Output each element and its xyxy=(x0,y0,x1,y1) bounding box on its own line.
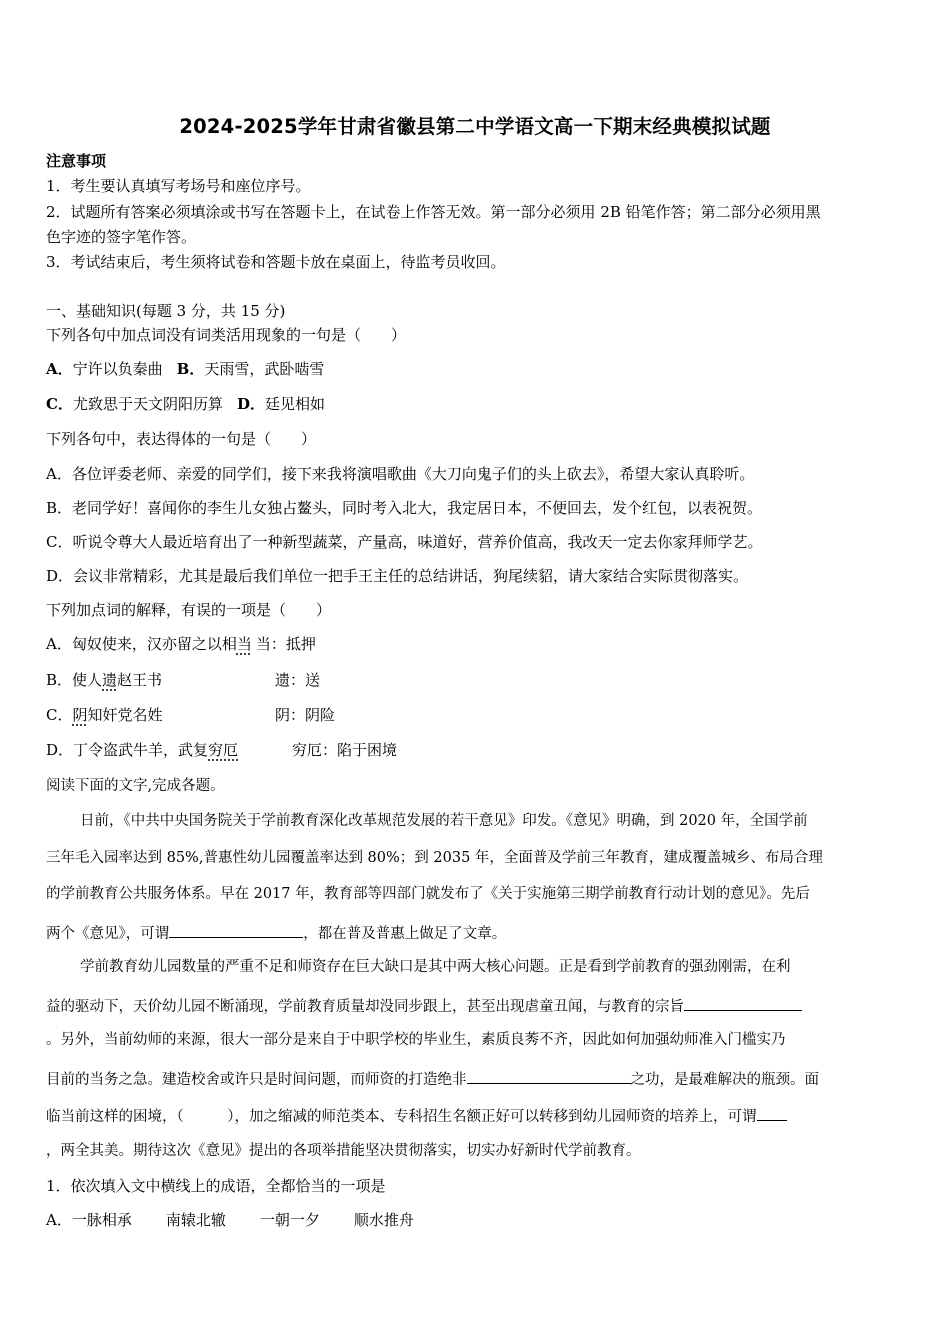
option-line xyxy=(46,1210,414,1230)
option-text: 宁许以负秦曲 xyxy=(72,360,163,378)
question-stem: 下列各句中，表达得体的一句是（ ） xyxy=(46,430,317,448)
notice-item: 2．试题所有答案必须填涂或书写在答题卡上，在试卷上作答无效。第一部分必须用 2B 铅笔作答；第二部分必须用黑 xyxy=(46,203,821,221)
option-line xyxy=(46,634,316,654)
option-choice: 南辕北辙 xyxy=(165,1211,226,1229)
option-text: 尤致思于天文阴阳历算 xyxy=(72,395,223,413)
question-stem: 1．依次填入文中横线上的成语，全都恰当的一项是 xyxy=(46,1177,386,1195)
question-stem: 下列各句中加点词没有词类活用现象的一句是（ ） xyxy=(46,326,407,344)
dotted-word: 遗 xyxy=(102,671,118,689)
option-text: 知奸党名姓 xyxy=(87,706,163,724)
option-line xyxy=(46,740,238,760)
option-label: D． xyxy=(236,395,265,413)
option-text: A．匈奴使来，汉亦留之以相 xyxy=(46,635,237,653)
option-choice: 一朝一夕 xyxy=(259,1211,320,1229)
passage-line: 。另外，当前幼师的来源，很大一部分是来自于中职学校的毕业生，素质良莠不齐，因此如何加强幼师准入门槛实乃 xyxy=(46,1032,786,1048)
dotted-word: 穷厄 xyxy=(208,741,239,759)
option-text: B．使人 xyxy=(46,671,103,689)
dotted-word: 当 xyxy=(236,635,252,653)
question-options-row xyxy=(46,359,324,379)
passage-text: 两个《意见》，可谓 xyxy=(46,926,170,942)
option-text: D．丁令盗武牛羊，武复 xyxy=(46,741,209,759)
passage-text: 目前的当务之急。建造校舍或许只是时间问题，而师资的打造绝非 xyxy=(46,1072,467,1088)
page-title: 2024-2025学年甘肃省徽县第二中学语文高一下期末经典模拟试题 xyxy=(179,115,771,138)
passage-line: ，两全其美。期待这次《意见》提出的各项举措能坚决贯彻落实，切实办好新时代学前教育。 xyxy=(46,1143,641,1159)
option-line: C．听说令尊大人最近培育出了一种新型蔬菜，产量高，味道好，营养价值高，我改天一定去你家拜师学艺。 xyxy=(46,533,763,551)
passage-line xyxy=(46,921,506,944)
option-gloss: 当：抵押 xyxy=(255,635,316,653)
passage-line xyxy=(46,1104,787,1127)
passage-line xyxy=(46,994,802,1017)
option-label: A． xyxy=(46,1211,72,1229)
answer-blank xyxy=(467,1067,631,1084)
option-label: A． xyxy=(46,360,73,378)
option-line: D．会议非常精彩，尤其是最后我们单位一把手王主任的总结讲话，狗尾续貂，请大家结合实际贯彻落实。 xyxy=(46,567,749,585)
answer-blank xyxy=(757,1104,787,1121)
reading-intro: 阅读下面的文字,完成各题。 xyxy=(46,778,225,794)
option-text: 天雨雪，武卧啮雪 xyxy=(204,360,325,378)
option-line xyxy=(46,705,163,725)
passage-text: ，都在普及普惠上做足了文章。 xyxy=(303,926,507,942)
section-heading: 一、基础知识(每题 3 分，共 15 分) xyxy=(46,302,286,320)
question-stem: 下列加点词的解释，有误的一项是（ ） xyxy=(46,601,332,619)
notice-heading: 注意事项 xyxy=(46,152,107,170)
notice-item: 3．考试结束后，考生须将试卷和答题卡放在桌面上，待监考员收回。 xyxy=(46,253,506,271)
option-choice: 顺水推舟 xyxy=(353,1211,414,1229)
passage-text: 之功，是最难解决的瓶颈。面 xyxy=(630,1072,819,1088)
passage-text: 益的驱动下，天价幼儿园不断涌现，学前教育质量却没同步跟上，甚至出现虐童丑闻，与教育的宗旨 xyxy=(46,999,684,1015)
option-gloss: 遗：送 xyxy=(275,671,321,689)
passage-line xyxy=(46,1067,819,1090)
notice-item: 色字迹的签字笔作答。 xyxy=(46,228,197,246)
passage-line: 三年毛入园率达到 85%,普惠性幼儿园覆盖率达到 80%；到 2035 年，全面普及学前三年教育，建成覆盖城乡、布局合理 xyxy=(46,850,823,866)
passage-line: 日前，《中共中央国务院关于学前教育深化改革规范发展的若干意见》印发。《意见》明确，到 2020 年，全国学前 xyxy=(80,813,808,829)
option-gloss: 阴：阴险 xyxy=(275,706,336,724)
option-line xyxy=(46,670,162,690)
dotted-word: 阴 xyxy=(72,706,88,724)
option-label: B． xyxy=(176,360,205,378)
option-choice: 一脉相承 xyxy=(71,1211,132,1229)
notice-item: 1．考生要认真填写考场号和座位序号。 xyxy=(46,177,311,195)
option-label: C． xyxy=(46,395,73,413)
option-gloss: 穷厄：陷于困境 xyxy=(292,741,398,759)
option-text: 赵王书 xyxy=(117,671,163,689)
option-line: A．各位评委老师、亲爱的同学们，接下来我将演唱歌曲《大刀向鬼子们的头上砍去》，希望大家认真聆听。 xyxy=(46,465,755,483)
option-text: C． xyxy=(46,706,73,724)
answer-blank xyxy=(684,994,802,1011)
passage-line: 学前教育幼儿园数量的严重不足和师资存在巨大缺口是其中两大核心问题。正是看到学前教育的强劲刚需，在利 xyxy=(80,959,791,975)
option-line: B．老同学好！喜闻你的李生儿女独占鳌头，同时考入北大，我定居日本，不便回去，发个红包，以表祝贺。 xyxy=(46,499,763,517)
question-options-row xyxy=(46,394,325,414)
answer-blank xyxy=(169,921,303,938)
passage-text: 临当前这样的困境，（ ），加之缩减的师范类本、专科招生名额正好可以转移到幼儿园师资的培养上，可谓 xyxy=(46,1109,757,1125)
passage-line: 的学前教育公共服务体系。早在 2017 年，教育部等四部门就发布了《关于实施第三期学前教育行动计划的意见》。先后 xyxy=(46,886,810,902)
option-text: 廷见相如 xyxy=(264,395,325,413)
